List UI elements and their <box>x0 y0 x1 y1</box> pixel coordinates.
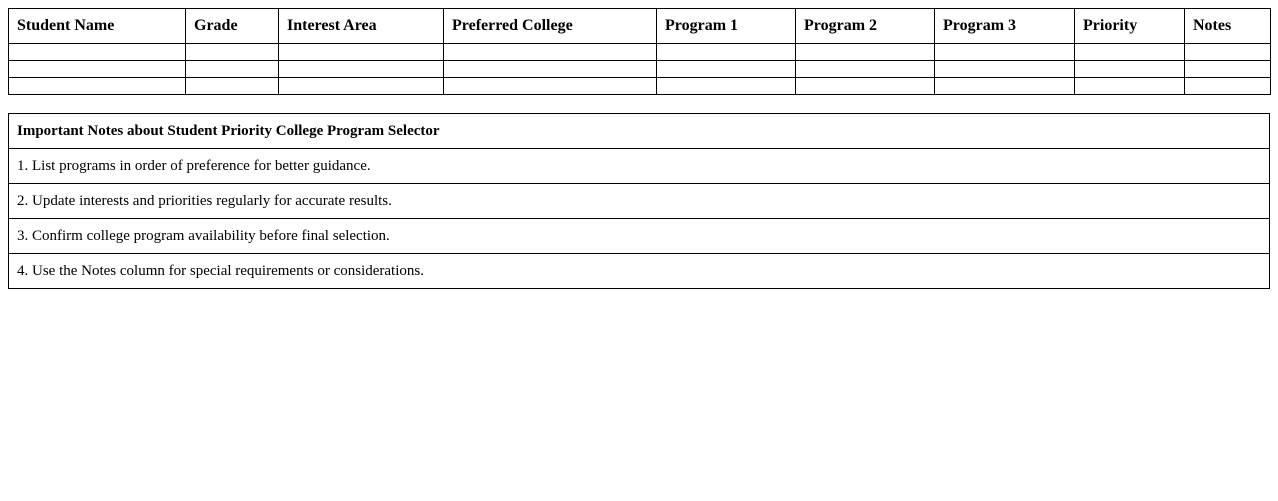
cell-preferred-college[interactable] <box>444 44 657 61</box>
cell-program-1[interactable] <box>657 78 796 95</box>
cell-program-3[interactable] <box>935 44 1075 61</box>
note-row <box>9 149 1270 184</box>
column-header-priority: Priority <box>1075 9 1185 44</box>
cell-notes[interactable] <box>1185 44 1271 61</box>
note-item: 1. List programs in order of preference for better guidance. <box>9 149 1270 184</box>
column-header-program-1: Program 1 <box>657 9 796 44</box>
cell-preferred-college[interactable] <box>444 78 657 95</box>
cell-interest-area[interactable] <box>279 78 444 95</box>
column-header-student-name: Student Name <box>9 9 186 44</box>
cell-program-2[interactable] <box>796 44 935 61</box>
note-row <box>9 219 1270 254</box>
column-header-interest-area: Interest Area <box>279 9 444 44</box>
column-header-preferred-college: Preferred College <box>444 9 657 44</box>
cell-grade[interactable] <box>186 44 279 61</box>
table-row <box>9 44 1271 61</box>
cell-interest-area[interactable] <box>279 44 444 61</box>
table-header-row <box>9 9 1271 44</box>
cell-grade[interactable] <box>186 78 279 95</box>
note-item: 2. Update interests and priorities regularly for accurate results. <box>9 184 1270 219</box>
note-row <box>9 184 1270 219</box>
cell-notes[interactable] <box>1185 61 1271 78</box>
cell-program-2[interactable] <box>796 61 935 78</box>
table-row <box>9 78 1271 95</box>
cell-program-3[interactable] <box>935 78 1075 95</box>
cell-priority[interactable] <box>1075 78 1185 95</box>
cell-notes[interactable] <box>1185 78 1271 95</box>
cell-interest-area[interactable] <box>279 61 444 78</box>
note-row <box>9 254 1270 289</box>
note-item: 4. Use the Notes column for special requirements or considerations. <box>9 254 1270 289</box>
cell-program-1[interactable] <box>657 61 796 78</box>
notes-title: Important Notes about Student Priority College Program Selector <box>9 114 1270 149</box>
program-selector-table <box>8 8 1271 95</box>
column-header-grade: Grade <box>186 9 279 44</box>
table-row <box>9 61 1271 78</box>
cell-grade[interactable] <box>186 61 279 78</box>
cell-priority[interactable] <box>1075 44 1185 61</box>
cell-student-name[interactable] <box>9 44 186 61</box>
cell-student-name[interactable] <box>9 78 186 95</box>
cell-priority[interactable] <box>1075 61 1185 78</box>
notes-header-row <box>9 114 1270 149</box>
cell-student-name[interactable] <box>9 61 186 78</box>
column-header-notes: Notes <box>1185 9 1271 44</box>
cell-program-3[interactable] <box>935 61 1075 78</box>
cell-program-1[interactable] <box>657 44 796 61</box>
note-item: 3. Confirm college program availability before final selection. <box>9 219 1270 254</box>
cell-preferred-college[interactable] <box>444 61 657 78</box>
column-header-program-2: Program 2 <box>796 9 935 44</box>
important-notes-table <box>8 113 1270 289</box>
column-header-program-3: Program 3 <box>935 9 1075 44</box>
cell-program-2[interactable] <box>796 78 935 95</box>
